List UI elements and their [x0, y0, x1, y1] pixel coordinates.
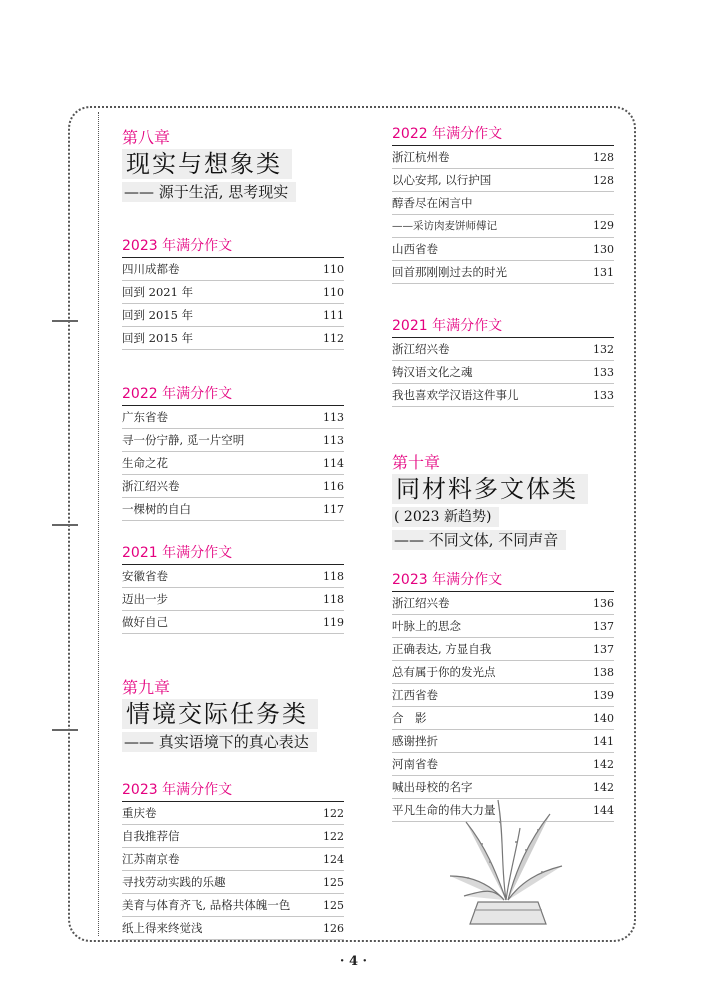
toc-province-row — [392, 592, 614, 615]
toc-entry-title: 寻一份宁静, 觅一片空明 — [122, 433, 245, 447]
toc-entry-row — [392, 730, 614, 753]
toc-entry-title: 河南省卷 — [392, 757, 438, 771]
chapter-title: 同材料多文体类 — [392, 474, 588, 504]
section-title: 2021 年满分作文 — [122, 543, 344, 565]
toc-entry-page: 122 — [323, 807, 344, 820]
toc-entry-title: 铸汉语文化之魂 — [392, 365, 473, 379]
chapter-title: 情境交际任务类 — [122, 699, 318, 729]
toc-entry-page: 112 — [323, 332, 344, 345]
toc-province-row — [392, 753, 614, 776]
toc-entry-title: 重庆卷 — [122, 806, 157, 820]
toc-entry-title: 浙江绍兴卷 — [392, 596, 450, 610]
toc-entry-page: 113 — [323, 434, 344, 447]
toc-entry-page: 128 — [593, 151, 614, 164]
toc-entry-page: 129 — [593, 219, 614, 232]
toc-entry-page: 131 — [593, 266, 614, 279]
toc-province-row — [392, 238, 614, 261]
toc-entry-row — [392, 384, 614, 407]
chapter-9-header — [122, 678, 344, 752]
toc-province-row — [122, 565, 344, 588]
section-2021 — [122, 543, 344, 634]
toc-entry-row — [122, 894, 344, 917]
toc-entry-page: 122 — [323, 830, 344, 843]
toc-entry-page: 142 — [593, 758, 614, 771]
toc-entry-page: 142 — [593, 781, 614, 794]
chapter-label: 第八章 — [122, 128, 171, 147]
toc-entry-page: 117 — [323, 503, 344, 516]
binding-tick — [52, 729, 78, 731]
toc-entry-page: 114 — [323, 457, 344, 470]
toc-entry-title: 合 影 — [392, 711, 427, 725]
toc-entry-title: 以心安邦, 以行护国 — [392, 173, 492, 187]
toc-province-row — [122, 406, 344, 429]
chapter-8-header — [122, 128, 344, 202]
toc-entry-page: 138 — [593, 666, 614, 679]
section-title: 2021 年满分作文 — [392, 316, 614, 338]
toc-entry-row — [122, 917, 344, 940]
toc-entry-page: 133 — [593, 366, 614, 379]
section-2022 — [392, 124, 614, 284]
toc-entry-page: 140 — [593, 712, 614, 725]
toc-entry-row — [392, 169, 614, 192]
toc-province-row — [392, 146, 614, 169]
toc-entry-page: 125 — [323, 899, 344, 912]
toc-entry-title: 浙江绍兴卷 — [122, 479, 180, 493]
toc-entry-row — [122, 498, 344, 521]
toc-province-row — [122, 802, 344, 825]
toc-entry-title: 醇香尽在闲言中 — [392, 196, 473, 210]
toc-entry-page: 118 — [323, 593, 344, 606]
chapter-subtitle: —— 源于生活, 思考现实 — [122, 182, 296, 202]
toc-entry-page: 144 — [593, 804, 614, 817]
toc-entry-title: 生命之花 — [122, 456, 168, 470]
toc-entry-page: 126 — [323, 922, 344, 935]
toc-province-row — [122, 258, 344, 281]
toc-entry-title: 广东省卷 — [122, 410, 168, 424]
toc-entry-page: 118 — [323, 570, 344, 583]
toc-entry-title: 江西省卷 — [392, 688, 438, 702]
toc-entry-page: 139 — [593, 689, 614, 702]
toc-province-row — [122, 475, 344, 498]
toc-entry-page: 128 — [593, 174, 614, 187]
toc-entry-row — [122, 327, 344, 350]
chapter-note: ( 2023 新趋势) — [392, 507, 499, 527]
toc-left-column — [122, 128, 344, 940]
toc-entry-page: 113 — [323, 411, 344, 424]
toc-entry-page: 136 — [593, 597, 614, 610]
toc-entry-title: 我也喜欢学汉语这件事儿 — [392, 388, 519, 402]
chapter-10-header — [392, 453, 614, 550]
toc-entry-page: 110 — [323, 263, 344, 276]
binding-dotted-line — [98, 112, 99, 936]
toc-entry-title: 正确表达, 方显自我 — [392, 642, 492, 656]
toc-entry-row — [392, 638, 614, 661]
section-2023 — [122, 236, 344, 350]
toc-entry-page: 141 — [593, 735, 614, 748]
toc-right-column — [392, 124, 614, 822]
toc-entry-page: 110 — [323, 286, 344, 299]
section-2023 — [392, 570, 614, 822]
toc-entry-row — [392, 615, 614, 638]
binding-tick — [52, 524, 78, 526]
potted-plant-illustration — [446, 792, 566, 932]
toc-entry-title: ——采访肉麦饼师傅记 — [392, 220, 497, 232]
section-title: 2022 年满分作文 — [392, 124, 614, 146]
toc-entry-page: 116 — [323, 480, 344, 493]
toc-entry-row — [392, 215, 614, 238]
toc-province-row — [392, 338, 614, 361]
toc-entry-page: 137 — [593, 643, 614, 656]
toc-entry-row — [122, 452, 344, 475]
chapter-subtitle: —— 不同文体, 不同声音 — [392, 530, 566, 550]
toc-entry-title: 浙江杭州卷 — [392, 150, 450, 164]
toc-entry-page: 125 — [323, 876, 344, 889]
toc-entry-title: 江苏南京卷 — [122, 852, 180, 866]
page-number: · 4 · — [339, 954, 368, 969]
toc-entry-page: 111 — [323, 309, 344, 322]
toc-entry-row — [122, 588, 344, 611]
toc-province-row — [392, 684, 614, 707]
section-2022 — [122, 384, 344, 521]
toc-entry-page: 133 — [593, 389, 614, 402]
toc-entry-title: 一棵树的自白 — [122, 502, 191, 516]
toc-entry-title: 安徽省卷 — [122, 569, 168, 583]
toc-entry-title: 迈出一步 — [122, 592, 168, 606]
toc-entry-row — [122, 304, 344, 327]
toc-entry-title: 自我推荐信 — [122, 829, 180, 843]
toc-entry-page: 124 — [323, 853, 344, 866]
toc-entry-page: 132 — [593, 343, 614, 356]
toc-entry-row — [122, 825, 344, 848]
toc-entry-row — [122, 871, 344, 894]
toc-entry-title: 做好自己 — [122, 615, 168, 629]
toc-entry-row — [122, 429, 344, 452]
section-2023 — [122, 780, 344, 940]
toc-entry-title: 浙江绍兴卷 — [392, 342, 450, 356]
toc-entry-title: 叶脉上的思念 — [392, 619, 461, 633]
section-title: 2023 年满分作文 — [122, 780, 344, 802]
toc-entry-title: 喊出母校的名字 — [392, 780, 473, 794]
toc-entry-row — [122, 281, 344, 304]
toc-province-row — [122, 848, 344, 871]
toc-entry-row — [392, 361, 614, 384]
toc-entry-row — [122, 611, 344, 634]
toc-entry-row — [392, 261, 614, 284]
toc-entry-title: 回到 2015 年 — [122, 331, 194, 345]
toc-entry-page: 137 — [593, 620, 614, 633]
toc-entry-title: 纸上得来终觉浅 — [122, 921, 203, 935]
chapter-label: 第九章 — [122, 678, 171, 697]
section-title: 2023 年满分作文 — [122, 236, 344, 258]
toc-entry-page: 119 — [323, 616, 344, 629]
binding-tick — [52, 320, 78, 322]
toc-entry-title: 回到 2021 年 — [122, 285, 194, 299]
toc-entry-row — [392, 661, 614, 684]
section-title: 2023 年满分作文 — [392, 570, 614, 592]
toc-entry-row — [392, 192, 614, 215]
toc-entry-title: 山西省卷 — [392, 242, 438, 256]
chapter-title: 现实与想象类 — [122, 149, 292, 179]
toc-entry-title: 总有属于你的发光点 — [392, 665, 496, 679]
toc-entry-page: 130 — [593, 243, 614, 256]
toc-entry-title: 回首那刚刚过去的时光 — [392, 265, 507, 279]
toc-entry-row — [392, 707, 614, 730]
toc-entry-title: 四川成都卷 — [122, 262, 180, 276]
toc-entry-title: 平凡生命的伟大力量 — [392, 803, 496, 817]
chapter-subtitle: —— 真实语境下的真心表达 — [122, 732, 317, 752]
section-2021 — [392, 316, 614, 407]
section-title: 2022 年满分作文 — [122, 384, 344, 406]
chapter-label: 第十章 — [392, 453, 441, 472]
toc-entry-title: 回到 2015 年 — [122, 308, 194, 322]
toc-entry-title: 感谢挫折 — [392, 734, 438, 748]
toc-entry-title: 寻找劳动实践的乐趣 — [122, 875, 226, 889]
toc-entry-title: 美育与体育齐飞, 品格共体魄一色 — [122, 898, 291, 912]
